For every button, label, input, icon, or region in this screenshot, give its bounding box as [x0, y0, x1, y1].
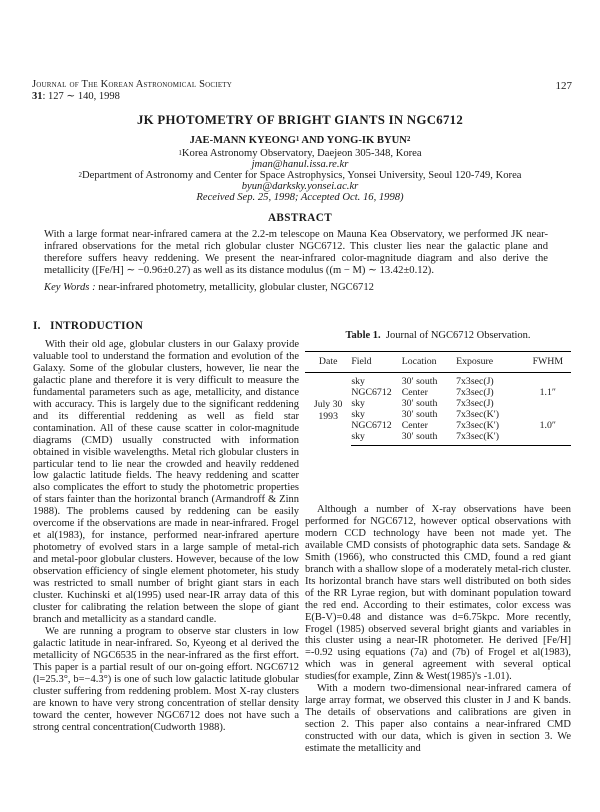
affiliation-1 [0, 148, 600, 160]
intro-paragraph-2: We are running a program to observe star clusters in low galactic latitude in near-infrared. So, Kyeong et al derived the metallicity of NGC6535 in the near-infrared as the first effort. This paper is a partial result of our on-going effort. NGC6712 (l=25.3°, b=−4.3°) is one of such low galactic latitude globular cluster suffering from reddening problem. Most X-ray clusters are known to have very strong concentration of stellar density toward the center, however NGC6712 does not have such a strong central concentration(Cudworth 1988). [33, 625, 299, 733]
cell-fwhm [525, 431, 571, 446]
author-2-mark: 2 [406, 135, 411, 143]
page-range: : 127 ∼ 140, 1998 [42, 91, 120, 102]
intro-column-left [33, 339, 299, 733]
table-caption-label: Table 1. [345, 330, 381, 341]
cell-field: sky [351, 409, 365, 420]
affiliation-2 [0, 170, 600, 182]
cell-exposure: 7x3sec(K′) [456, 431, 525, 446]
table-caption [305, 330, 571, 341]
affiliation-2-mark: 2 [78, 171, 82, 179]
cell-exposure: 7x3sec(K′) [456, 409, 500, 420]
intro-paragraph-1: With their old age, globular clusters in our Galaxy provide valuable tool to understand the formation and evolution of the Galaxy. Some of the globular clusters, however, lie near the galactic plane and therefore it is very difficult to measure the fundamental parameters such as age, metallicity, and distance with accuracy. This is largely due to the significant reddening and its differential reddening as well as field star contamination. All of these cause scatter in color-magnitude diagrams (CMD) usually constructed with information obtained in visible wavelengths. Metal rich globular clusters in particular tend to lie near the crowded and heavily reddened low galactic latitude fields. The heavy reddening and scatter also complicates the effort to study the photometric properties of stars fainter than the horizontal branch (Armandroff & Zinn 1988). The problems caused by reddening can be easily overcome if the observations are made in near-infrared. Frogel et al(1983), for instance, performed near-infrared aperture photometry of evolved stars in a large sample of metal-rich and metal-poor globular clusters. However, because of the low observation efficiency of single element photometer, his study was restricted to small number of bright giant stars in each cluster. Kuchinski et al(1995) used near-IR array data of this cluster for calibrating the relation between the slope of giant branch and metallicity as a standard candle. [33, 339, 299, 625]
cell-field: sky [351, 431, 401, 446]
cell-fwhm [525, 376, 571, 387]
cell-fwhm [525, 398, 571, 409]
author-1: JAE-MANN KYEONG [189, 135, 296, 146]
abstract-heading: ABSTRACT [267, 212, 333, 224]
keywords-label: Key Words : [44, 282, 96, 293]
cell-location: 30′ south [402, 431, 456, 446]
col-header-exposure: Exposure [456, 352, 525, 373]
section-heading [33, 320, 143, 332]
keywords-text: near-infrared photometry, metallicity, globular cluster, NGC6712 [95, 282, 374, 293]
col-header-location: Location [402, 352, 456, 373]
cell-field: NGC6712 [351, 387, 392, 398]
cell-date: July 30 1993 [313, 398, 343, 422]
email-1[interactable]: jman@hanul.issa.re.kr [251, 159, 349, 170]
cell-fwhm: 1.0″ [539, 420, 556, 431]
cell-location: 30′ south [401, 409, 438, 420]
col-header-fwhm: FWHM [525, 352, 571, 373]
section-title: INTRODUCTION [50, 320, 144, 332]
volume-line [32, 90, 120, 103]
affiliation-1-mark: 1 [178, 149, 182, 157]
cell-exposure: 7x3sec(K′) [456, 420, 500, 431]
cell-field: sky [351, 376, 365, 387]
col-header-field: Field [351, 352, 401, 373]
table-row [305, 376, 571, 387]
cell-location: Center [401, 387, 428, 398]
cell-exposure: 7x3sec(J) [456, 376, 494, 387]
cell-location: Center [401, 420, 428, 431]
cell-location: 30′ south [401, 398, 438, 409]
cell-location: 30′ south [401, 376, 438, 387]
author-list [0, 135, 600, 146]
intro-column-right [305, 504, 571, 755]
col-header-date: Date [305, 352, 351, 373]
cell-fwhm: 1.1″ [539, 387, 556, 398]
page-number: 127 [555, 80, 572, 92]
cell-field: NGC6712 [351, 420, 392, 431]
table-caption-text: Journal of NGC6712 Observation. [385, 330, 531, 341]
intro-paragraph-3: Although a number of X-ray observations have been performed for NGC6712, however optical observations with modern CCD technology have been not made yet. The available CMD consists of photographic data sets. Sandage & Smith (1966), who constructed this CMD, found a red giant branch with a shallow slope of a moderately metal-rich cluster. Its horizontal branch have stars well distributed on both sides of the RR Lyrae region, but with dominant population toward the red end. According to their estimates, color excess was E(B-V)=0.48 and distance was d=6.75kpc. More recently, Frogel (1985) observed several bright giants and variables in this cluster using a near-IR photometer. He derived [Fe/H] =-0.92 using equations (7a) and (7b) of Frogel et al(1983), which was in general agreement with several optical studies(for example, Zinn & West(1985)'s -1.01). [305, 504, 571, 683]
table-header-row [305, 352, 571, 373]
author-1-mark: 1 [295, 135, 300, 143]
volume-number: 31 [32, 91, 43, 102]
cell-fwhm [525, 409, 571, 420]
affiliation-2-text: Department of Astronomy and Center for Space Astrophysics, Yonsei University, Seoul 120-749, Korea [82, 170, 522, 181]
received-dates: Received Sep. 25, 1998; Accepted Oct. 16, 1998) [196, 192, 404, 203]
journal-name: Journal of The Korean Astronomical Society [32, 79, 233, 90]
paper-title: JK PHOTOMETRY OF BRIGHT GIANTS IN NGC6712 [136, 113, 464, 127]
observation-table [305, 351, 571, 446]
section-number: I. [33, 320, 41, 332]
abstract-text: With a large format near-infrared camera at the 2.2-m telescope on Mauna Kea Observatory, we performed JK near-infrared observations for the metal rich globular cluster NGC6712. This cluster lies near the galactic plane and therefore suffers heavy reddening. We present the near-infrared color-magnitude diagram and also derive the metallicity ([Fe/H] ∼ −0.96±0.27) as well as its distance modulus ((m − M) ∼ 13.42±0.12). [44, 229, 548, 276]
author-2: AND YONG-IK BYUN [299, 135, 407, 146]
cell-exposure: 7x3sec(J) [456, 387, 494, 398]
cell-exposure: 7x3sec(J) [456, 398, 494, 409]
affiliation-1-text: Korea Astronomy Observatory, Daejeon 305-348, Korea [181, 148, 422, 159]
cell-field: sky [351, 398, 365, 409]
email-2[interactable]: byun@darksky.yonsei.ac.kr [241, 181, 359, 192]
intro-paragraph-4: With a modern two-dimensional near-infrared camera of large array format, we observed this cluster in J and K bands. The details of observations and calibrations are given in section 2. This paper also contains a near-infrared CMD constructed with our data, which is given in section 3. We estimate the metallicity and [305, 683, 571, 755]
keywords [44, 282, 564, 293]
